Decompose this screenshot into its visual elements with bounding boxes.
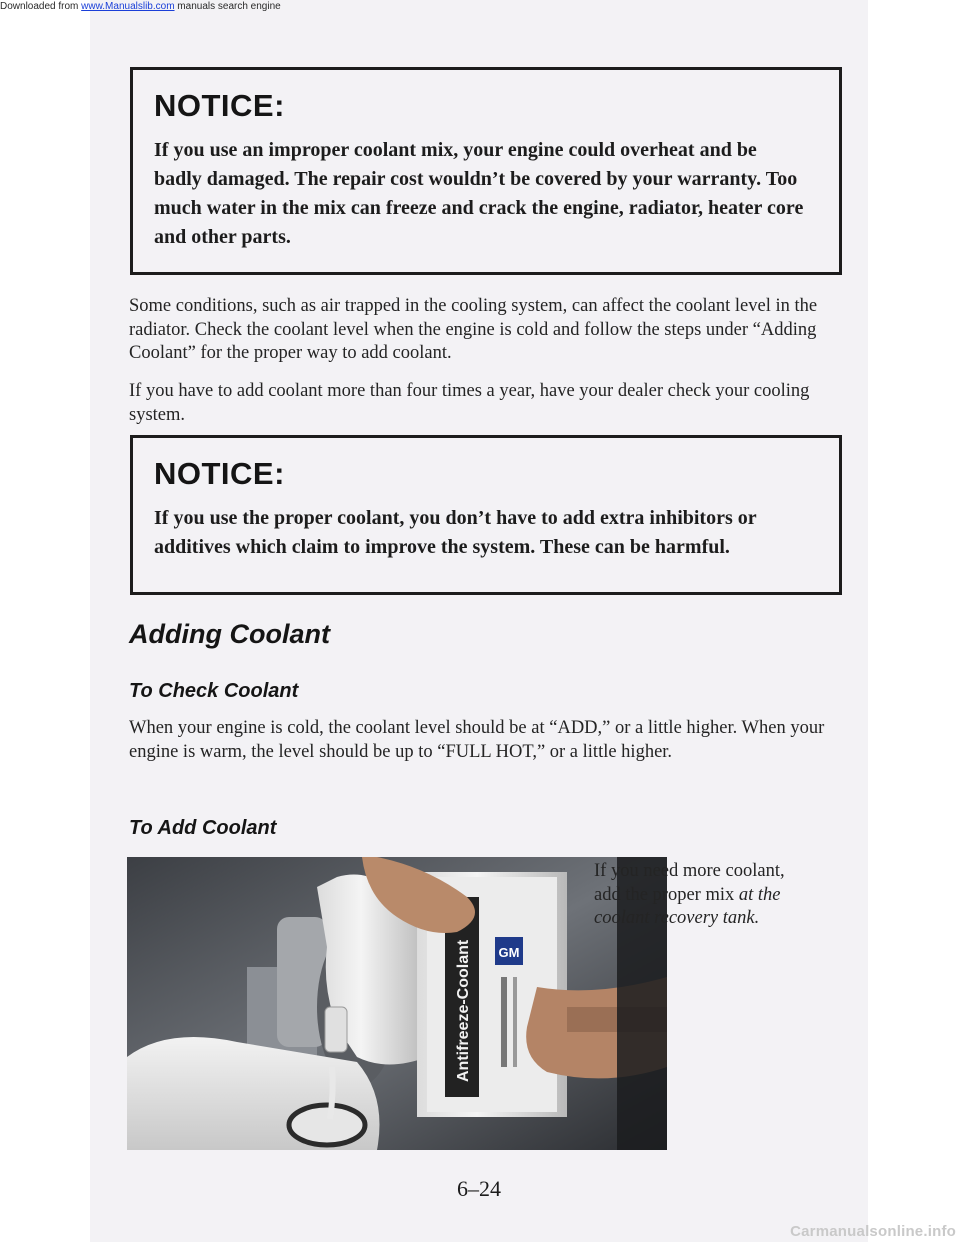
notice-box-coolant-mix	[130, 67, 842, 275]
paragraph-check-coolant: When your engine is cold, the coolant level should be at “ADD,” or a little higher. When your engine is warm, the level should be up to “FULL HOT,” or a little higher.	[129, 718, 825, 762]
notice-box-additives	[130, 435, 842, 595]
page-number: 6–24	[457, 1176, 501, 1201]
add-coolant-text: If you need more coolant, add the proper mix	[594, 861, 785, 905]
subsection-title-add-coolant: To Add Coolant	[129, 817, 277, 839]
coolant-photo-illustration	[127, 857, 667, 1150]
notice-heading: NOTICE:	[154, 456, 285, 491]
paragraph-add-coolant	[594, 860, 804, 931]
notice-body: If you use an improper coolant mix, your engine could overheat and be badly damaged. The repair cost wouldn’t be covered by your warranty. Too much water in the mix can freeze and crack the engine, radiator, heater core and other parts.	[154, 139, 804, 248]
paragraph-four-times-a-year: If you have to add coolant more than four times a year, have your dealer check your cooling system.	[129, 381, 810, 425]
jug-label-text: Antifreeze-Coolant	[455, 939, 472, 1082]
download-watermark	[0, 0, 281, 14]
notice-heading: NOTICE:	[154, 88, 285, 123]
notice-body: If you use the proper coolant, you don’t have to add extra inhibitors or additives which claim to improve the system. These can be harmful.	[154, 507, 757, 558]
watermark-prefix: Downloaded from	[0, 1, 82, 12]
section-title-adding-coolant: Adding Coolant	[129, 619, 330, 649]
photo-pouring-coolant	[127, 857, 667, 1150]
manual-page	[90, 0, 868, 1242]
subsection-title-check-coolant: To Check Coolant	[129, 680, 299, 702]
watermark-suffix: manuals search engine	[174, 1, 281, 12]
manualslib-link[interactable]: www.Manualslib.com	[81, 1, 175, 12]
add-coolant-emphasis: at the coolant recovery tank.	[594, 884, 781, 928]
carmanualsonline-watermark: Carmanualsonline.info	[790, 1223, 956, 1240]
paragraph-air-trapped: Some conditions, such as air trapped in the cooling system, can affect the coolant level in the radiator. Check the coolant level when the engine is cold and follow the steps under “Adding Coolant” for the proper way to add coolant.	[129, 296, 818, 363]
gm-logo-text: GM	[498, 945, 520, 960]
